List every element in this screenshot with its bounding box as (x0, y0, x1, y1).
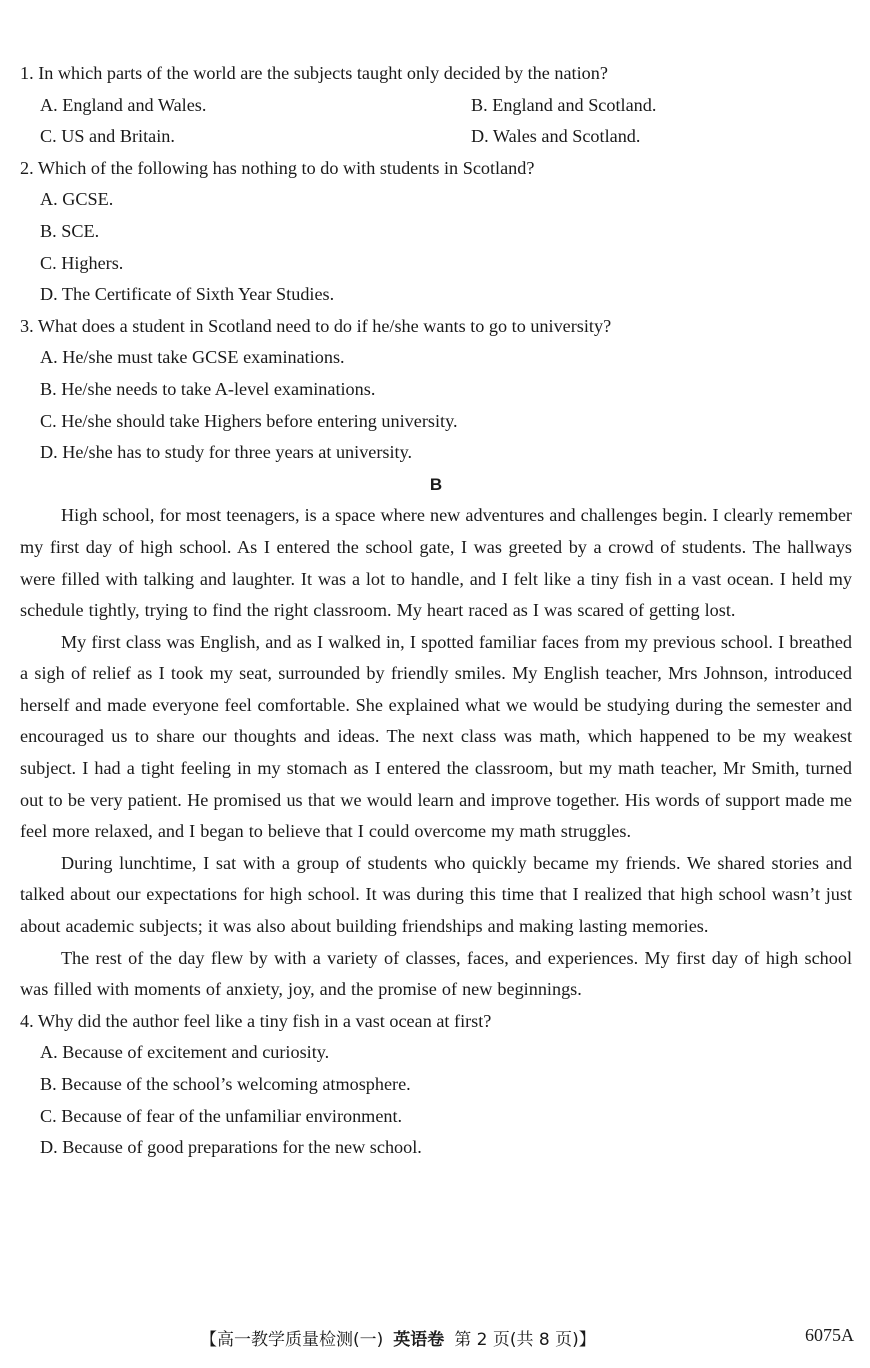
footer-exam-code: 6075A (805, 1325, 854, 1345)
question-3-stem: 3. What does a student in Scotland need to do if he/she wants to go to university? (20, 315, 612, 336)
question-4-stem: 4. Why did the author feel like a tiny fish in a vast ocean at first? (20, 1010, 492, 1031)
question-4-option-c: C. Because of fear of the unfamiliar environment. (40, 1105, 403, 1126)
question-2-option-b: B. SCE. (40, 220, 100, 241)
question-3-option-a: A. He/she must take GCSE examinations. (40, 347, 345, 368)
page-footer (0, 1325, 870, 1353)
footer-subject: 英语卷 (393, 1330, 445, 1350)
question-4-option-b: B. Because of the school’s welcoming atmosphere. (40, 1074, 411, 1094)
question-2-option-c: C. Highers. (40, 252, 124, 273)
passage-paragraph-3: During lunchtime, I sat with a group of students who quickly became my friends. We shared stories and talked about our expectations for high school. It was during this time that I realized that high school wasn’t just about academic subjects; it was also about building friendships and making lasting memories. (20, 852, 852, 937)
question-3-option-d: D. He/she has to study for three years at university. (40, 442, 413, 463)
question-3-option-c: C. He/she should take Highers before entering university. (40, 410, 458, 431)
passage-paragraph-4: The rest of the day flew by with a variety of classes, faces, and experiences. My first day of high school was filled with moments of anxiety, joy, and the promise of new beginnings. (20, 947, 852, 1000)
question-1-stem: 1. In which parts of the world are the subjects taught only decided by the nation? (20, 63, 608, 83)
passage-paragraph-2: My first class was English, and as I walked in, I spotted familiar faces from my previous school. I breathed a sigh of relief as I took my seat, surrounded by friendly smiles. My English teacher, Mrs Johnson, introduced herself and made everyone feel comfortable. She explained what we would be studying during the semester and encouraged us to share our thoughts and ideas. The next class was math, which happened to be my weakest subject. I had a tight feeling in my stomach as I entered the classroom, but my math teacher, Mr Smith, turned out to be very patient. He promised us that we would learn and improve together. His words of support made me feel more relaxed, and I began to believe that I could overcome my math struggles. (20, 631, 852, 842)
passage-paragraph-1: High school, for most teenagers, is a space where new adventures and challenges begin. I clearly remember my first day of high school. As I entered the school gate, I was greeted by a crowd of students. The hallways were filled with talking and laughter. It was a lot to handle, and I felt like a tiny fish in a vast ocean. I held my schedule tightly, trying to find the right classroom. My heart raced as I was scared of getting lost. (20, 505, 852, 621)
question-4-option-a: A. Because of excitement and curiosity. (40, 1042, 330, 1063)
exam-page (20, 58, 852, 1164)
footer-exam-name: 【高一教学质量检测(一) (200, 1330, 384, 1350)
question-1-option-c: C. US and Britain. (40, 126, 175, 147)
question-3-option-b: B. He/she needs to take A-level examinations. (40, 378, 376, 399)
question-2-stem: 2. Which of the following has nothing to do with students in Scotland? (20, 157, 535, 178)
question-4-option-d: D. Because of good preparations for the new school. (40, 1137, 422, 1158)
question-2-option-a: A. GCSE. (40, 189, 114, 210)
question-1-option-d: D. Wales and Scotland. (471, 126, 641, 147)
question-1-options-row-1 (20, 90, 852, 122)
question-2-option-d: D. The Certificate of Sixth Year Studies. (40, 284, 335, 305)
question-1-options-row-2 (20, 121, 852, 153)
footer-exam-info (200, 1325, 596, 1350)
footer-page-info: 第 2 页(共 8 页)】 (454, 1330, 596, 1350)
section-b-title: B (429, 474, 443, 494)
question-1-option-a: A. England and Wales. (40, 94, 207, 115)
question-1-option-b: B. England and Scotland. (471, 94, 657, 115)
